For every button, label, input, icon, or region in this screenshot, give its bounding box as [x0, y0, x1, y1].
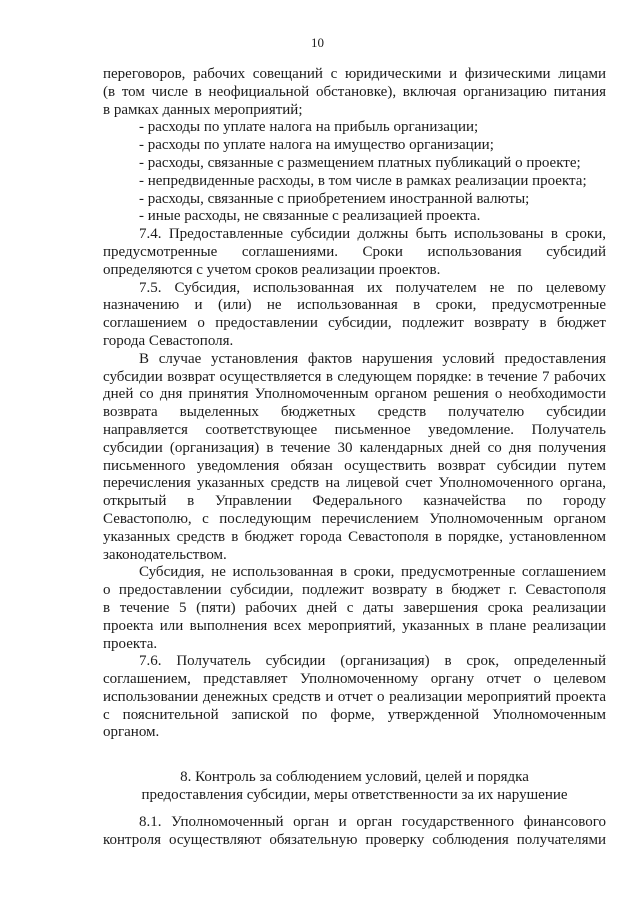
text-line: органом.	[103, 724, 160, 741]
text-line: перечисления указанных средств на лицевой счет Уполномоченного органа,	[103, 475, 606, 492]
text-line: переговоров, рабочих совещаний с юридическими и физическими лицами	[103, 66, 606, 82]
text-line: В случае установления фактов нарушения условий предоставления	[139, 350, 606, 367]
text-line: законодательством.	[103, 546, 227, 563]
section-8-heading	[103, 769, 606, 805]
text-line: назначению и (или) не использованная в сроки, предусмотренные	[103, 297, 606, 314]
text-line: субсидии возврат осуществляется в следующем порядке: в течение 7 рабочих	[103, 368, 606, 385]
text-line: города Севастополя.	[103, 332, 234, 349]
list-item: - расходы по уплате налога на прибыль организации;	[139, 119, 479, 136]
text-line: 7.5. Субсидия, использованная их получателем не по целевому	[139, 279, 606, 296]
text-line: о предоставлении субсидии, подлежит возврату в бюджет г. Севастополя	[103, 582, 606, 599]
text-line: 8.1. Уполномоченный орган и орган государственного финансового	[139, 813, 606, 830]
text-line: дней со дня принятия Уполномоченным органом решения о необходимости	[103, 386, 606, 403]
text-line: направляется соответствующее письменное уведомление. Получатель	[103, 421, 606, 438]
text-line: контроля осуществляют обязательную проверку соблюдения получателями	[103, 831, 606, 848]
text-line: субсидии (организация) в течение 30 календарных дней со дня получения	[103, 439, 606, 456]
text-line: 7.4. Предоставленные субсидии должны быть использованы в сроки,	[139, 226, 606, 243]
list-item: - расходы, связанные с приобретением иностранной валюты;	[139, 190, 530, 207]
section-8-paragraphs	[103, 814, 606, 850]
list-item: - непредвиденные расходы, в том числе в рамках реализации проекта;	[139, 172, 587, 189]
text-line: открытый в Управлении Федерального казначейства по городу	[103, 493, 606, 510]
text-line: с пояснительной запиской по форме, утвержденной Уполномоченным	[103, 706, 606, 723]
text-line: соглашением о предоставлении субсидии, подлежит возврату в бюджет	[103, 315, 606, 332]
section-7-paragraphs	[103, 226, 606, 742]
text-line: проекта или выполнения всех мероприятий, указанных в плане реализации	[103, 617, 606, 634]
text-line: в течение 5 (пяти) рабочих дней с даты завершения срока реализации	[103, 599, 606, 616]
document-body	[103, 66, 606, 849]
text-line: проекта.	[103, 635, 158, 652]
text-line: использовании денежных средств и отчет о реализации мероприятий проекта	[103, 688, 606, 705]
text-line: в рамках данных мероприятий;	[103, 101, 303, 118]
text-line: возврата выделенных бюджетных средств получателю субсидии	[103, 404, 606, 421]
paragraph-continuation	[103, 66, 606, 119]
text-line: 7.6. Получатель субсидии (организация) в срок, определенный	[139, 653, 606, 670]
text-line: предусмотренные соглашениями. Сроки использования субсидий	[103, 243, 606, 260]
text-line: определяются с учетом сроков реализации проектов.	[103, 261, 441, 278]
text-line: Субсидия, не использованная в сроки, предусмотренные соглашением	[139, 564, 606, 581]
heading-line: 8. Контроль за соблюдением условий, целей и порядка	[180, 769, 529, 786]
text-line: Севастополю, с последующим перечислением Уполномоченным органом	[103, 510, 606, 527]
page-number: 10	[311, 35, 324, 50]
text-line: письменного уведомления обязан осуществить возврат субсидии путем	[103, 457, 606, 474]
list-item: - расходы, связанные с размещением платных публикаций о проекте;	[139, 154, 581, 171]
text-line: соглашением, представляет Уполномоченному органу отчет о целевом	[103, 671, 606, 688]
text-line: указанных средств в бюджет города Севастополя в порядке, установленном	[103, 528, 606, 545]
list-item: - расходы по уплате налога на имущество организации;	[139, 137, 494, 154]
heading-line: предоставления субсидии, меры ответственности за их нарушение	[141, 787, 568, 804]
list-item: - иные расходы, не связанные с реализацией проекта.	[139, 208, 481, 225]
text-line: (в том числе в неофициальной обстановке), включая организацию питания	[103, 83, 606, 100]
expense-list	[103, 119, 606, 226]
